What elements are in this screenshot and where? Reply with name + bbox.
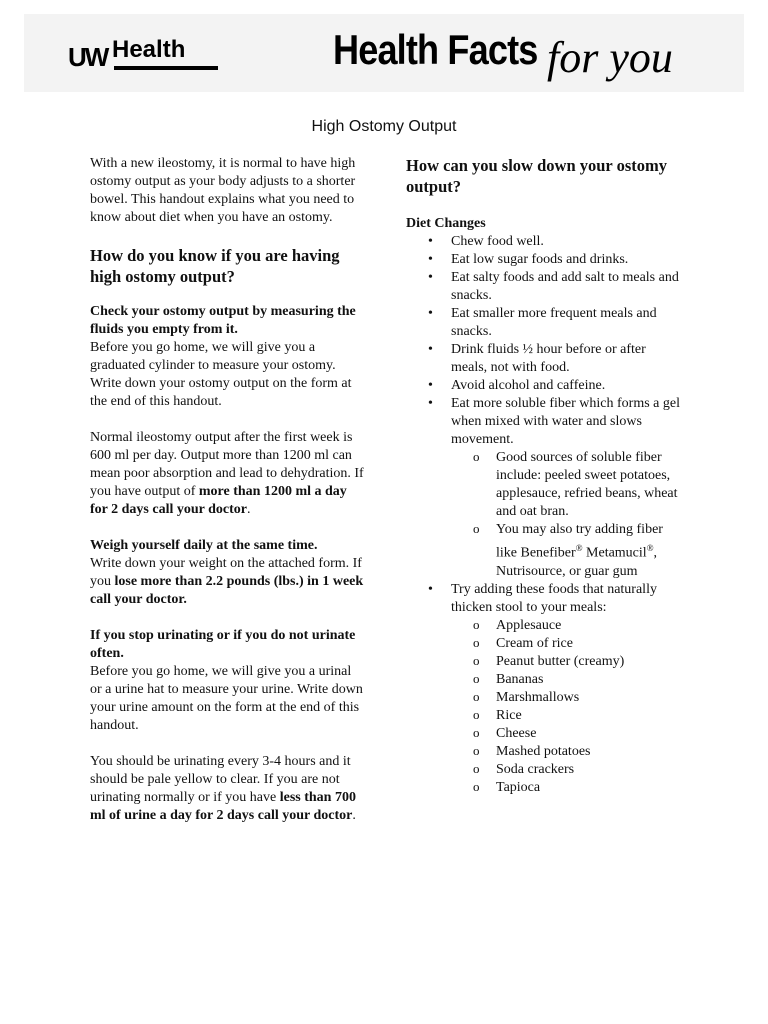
right-column bbox=[406, 155, 684, 797]
right-section-heading: How can you slow down your ostomy output? bbox=[406, 156, 667, 196]
intro-paragraph: With a new ileostomy, it is normal to have high ostomy output as your body adjusts to a shorter bowel. This handout explains what you need to know about diet when you have an ostomy. bbox=[90, 156, 356, 225]
diet-tip: • Drink fluids ½ hour before or after meals, not with food. bbox=[406, 341, 684, 377]
urine-bold: If you stop urinating or if you do not urinate often. bbox=[90, 628, 356, 661]
weigh-bold: Weigh yourself daily at the same time. bbox=[90, 538, 318, 553]
diet-tip: • Eat smaller more frequent meals and snacks. bbox=[406, 305, 684, 341]
brand-sub-text: for you bbox=[547, 33, 673, 82]
diet-tip: • Eat salty foods and add salt to meals and snacks. bbox=[406, 269, 684, 305]
diet-tip: • Chew food well. bbox=[406, 233, 684, 251]
thicken-text: Try adding these foods that naturally thicken stool to your meals: bbox=[451, 581, 657, 615]
urine-paragraph bbox=[90, 627, 365, 735]
fiber-brands-text-c: , Nutrisource, or guar gum bbox=[496, 545, 658, 579]
weigh-paragraph bbox=[90, 537, 365, 609]
fiber-sublist bbox=[451, 449, 684, 581]
normal-output-text: Normal ileostomy output after the first week is 600 ml per day. Output more than 1200 ml can mean poor absorption and lead to dehydration. If you have output of bbox=[90, 430, 364, 499]
food-item: o Peanut butter (creamy) bbox=[451, 653, 684, 671]
weigh-text: Write down your weight on the attached form. If you bbox=[90, 556, 362, 589]
registered-mark: ® bbox=[575, 543, 583, 553]
diet-tip-fiber-text: Eat more soluble fiber which forms a gel when mixed with water and slows movement. bbox=[451, 396, 680, 447]
pale-paragraph bbox=[90, 753, 365, 825]
fiber-brands-text-b: Metamucil bbox=[582, 545, 647, 561]
logo-underline bbox=[114, 66, 218, 70]
food-item: o Cheese bbox=[451, 725, 684, 743]
normal-output-paragraph bbox=[90, 429, 365, 519]
registered-mark: ® bbox=[646, 543, 654, 553]
food-item: o Bananas bbox=[451, 671, 684, 689]
check-output-bold: Check your ostomy output by measuring the fluids you empty from it. bbox=[90, 304, 356, 337]
left-column bbox=[90, 155, 365, 843]
pale-bold: less than 700 ml of urine a day for 2 days call your doctor bbox=[90, 790, 356, 823]
weigh-bold-warning: lose more than 2.2 pounds (lbs.) in 1 week call your doctor. bbox=[90, 574, 364, 607]
check-output-text: Before you go home, we will give you a graduated cylinder to measure your ostomy. Write down your ostomy output on the form at the end of this handout. bbox=[90, 340, 352, 409]
diet-changes-label: Diet Changes bbox=[406, 216, 486, 231]
logo-uw-text: UW bbox=[68, 42, 108, 72]
diet-tip-fiber bbox=[406, 395, 684, 581]
pale-end: . bbox=[352, 808, 356, 823]
diet-tips-list bbox=[406, 233, 684, 797]
food-item: o Cream of rice bbox=[451, 635, 684, 653]
brand-main-text: Health Facts bbox=[333, 26, 538, 73]
logo-health-text: Health bbox=[112, 36, 186, 63]
food-item: o Marshmallows bbox=[451, 689, 684, 707]
health-facts-brand bbox=[333, 26, 673, 82]
normal-output-end: . bbox=[246, 502, 251, 517]
fiber-subitem: o Good sources of soluble fiber include: peeled sweet potatoes, applesauce, refried beans, wheat and oat bran. bbox=[451, 449, 684, 521]
food-item: o Applesauce bbox=[451, 617, 684, 635]
fiber-brands-text-a: You may also try adding fiber like Benefiber bbox=[496, 522, 663, 561]
fiber-subitem-brands bbox=[451, 521, 684, 581]
diet-tip: • Avoid alcohol and caffeine. bbox=[406, 377, 684, 395]
thickening-foods-list bbox=[451, 617, 684, 797]
diet-tip: • Eat low sugar foods and drinks. bbox=[406, 251, 684, 269]
left-section-heading: How do you know if you are having high ostomy output? bbox=[90, 246, 340, 286]
food-item: o Rice bbox=[451, 707, 684, 725]
food-item: o Mashed potatoes bbox=[451, 743, 684, 761]
normal-output-bold: more than 1200 ml a day for 2 days call your doctor bbox=[90, 484, 347, 517]
urine-text: Before you go home, we will give you a urinal or a urine hat to measure your urine. Write down your urine amount on the form at the end of this handout. bbox=[90, 664, 363, 733]
uw-health-logo bbox=[68, 36, 228, 76]
check-output-paragraph bbox=[90, 303, 365, 411]
food-item: o Tapioca bbox=[451, 779, 684, 797]
pale-text: You should be urinating every 3-4 hours and it should be pale yellow to clear. If you are not urinating normally or if you have bbox=[90, 754, 351, 805]
food-item: o Soda crackers bbox=[451, 761, 684, 779]
diet-tip-thicken bbox=[406, 581, 684, 797]
page-title: High Ostomy Output bbox=[311, 118, 457, 135]
